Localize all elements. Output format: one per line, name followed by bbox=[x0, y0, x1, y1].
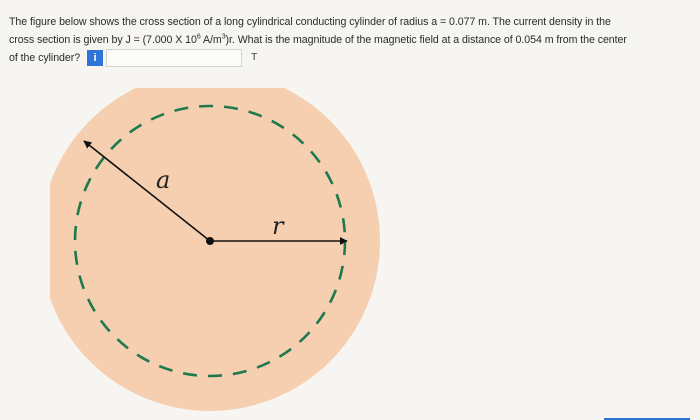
exponent-6: 6 bbox=[196, 32, 201, 40]
exponent-3: 3 bbox=[221, 32, 226, 40]
question-line-1: The figure below shows the cross section of a long cylindrical conducting cylinder of radius a = 0.077 m. The current density in the bbox=[9, 16, 611, 28]
question-text bbox=[9, 14, 691, 67]
info-icon[interactable]: i bbox=[87, 50, 103, 66]
label-a: a bbox=[156, 166, 171, 194]
cylinder-cross-section bbox=[50, 88, 380, 411]
question-line-2-start: cross section is given by J = (7.000 X 10 bbox=[9, 33, 197, 46]
answer-input[interactable] bbox=[106, 49, 242, 67]
cross-section-diagram bbox=[50, 88, 390, 413]
answer-row bbox=[87, 49, 257, 67]
question-line-3: of the cylinder? bbox=[9, 51, 81, 64]
cylinder-figure bbox=[50, 88, 390, 413]
unit-text: A/m bbox=[200, 33, 222, 46]
question-line-2-end: )r. What is the magnitude of the magnetic field at a distance of 0.054 m from the center bbox=[225, 33, 627, 46]
question-line-2 bbox=[9, 34, 627, 46]
center-point bbox=[206, 237, 214, 245]
label-r: r bbox=[272, 212, 284, 240]
unit-label: T bbox=[250, 51, 258, 64]
